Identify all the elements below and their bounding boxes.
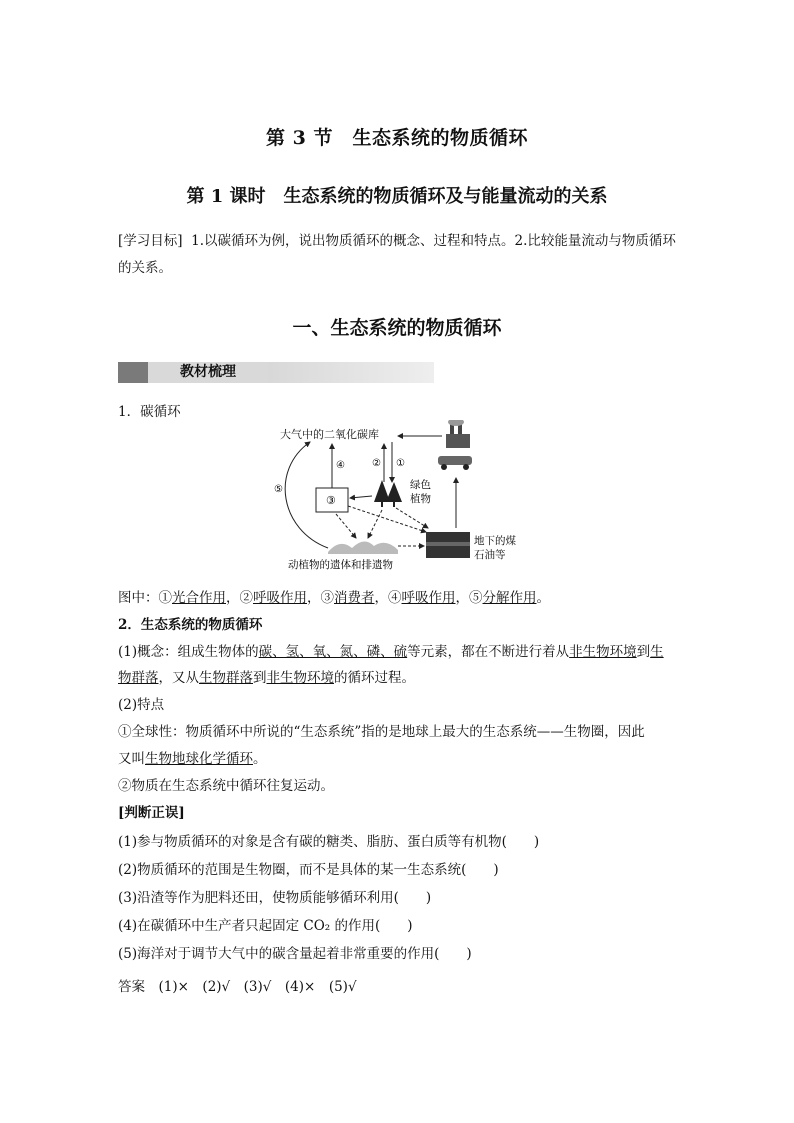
carbon-cycle-diagram — [270, 420, 530, 570]
features-title: (2)特点 — [118, 697, 165, 713]
consumer-label: ③ — [326, 494, 336, 507]
plant-label-1: 绿色 — [410, 479, 431, 491]
answer-line: 答案 (1)× (2)√ (3)√ (4)× (5)√ — [118, 979, 357, 995]
global-line-1: ①全球性：物质循环中所说的“生态系统”指的是地球上最大的生态系统——生物圈，因此 — [118, 724, 645, 740]
section-banner — [118, 362, 434, 383]
judge-item-5: (5)海洋对于调节大气中的碳含量起着非常重要的作用( ) — [118, 946, 472, 962]
remains-icon — [328, 541, 398, 554]
figure-legend: 图中：①光合作用，②呼吸作用，③消费者，④呼吸作用，⑤分解作用。 — [118, 590, 550, 606]
item1-title: 1．碳循环 — [118, 404, 181, 420]
fossil-label-2: 石油等 — [474, 549, 506, 561]
judge-title: [判断正误] — [118, 805, 185, 821]
objectives-text: 1.以碳循环为例，说出物质循环的概念、过程和特点。2.比较能量流动与物质循环的关系。 — [118, 233, 676, 276]
arrow-label-2: ② — [372, 458, 381, 469]
judge-item-3: (3)沿渣等作为肥料还田，使物质能够循环利用( ) — [118, 890, 432, 906]
learning-objectives — [118, 228, 678, 282]
lesson-title: 第 1 课时 生态系统的物质循环及与能量流动的关系 — [186, 186, 608, 207]
arrow-label-4: ④ — [336, 460, 345, 471]
item2-title: 2．生态系统的物质循环 — [118, 617, 263, 633]
repeat-line: ②物质在生态系统中循环往复运动。 — [118, 778, 334, 794]
objectives-label: [学习目标] — [118, 233, 183, 249]
arrow-label-5: ⑤ — [274, 484, 283, 495]
global-line-2: 又叫生物地球化学循环。 — [118, 751, 267, 767]
banner-label: 教材梳理 — [148, 362, 268, 383]
part-title: 一、生态系统的物质循环 — [292, 317, 502, 339]
plant-label-2: 植物 — [410, 493, 431, 505]
fossil-label-1: 地下的煤 — [474, 535, 516, 547]
arrow-label-1: ① — [396, 458, 405, 469]
judge-item-2: (2)物质循环的范围是生物圈，而不是具体的某一生态系统( ) — [118, 862, 499, 878]
judge-item-1: (1)参与物质循环的对象是含有碳的糖类、脂肪、蛋白质等有机物( ) — [118, 834, 540, 850]
concept-line-1: (1)概念：组成生物体的碳、氢、氧、氮、磷、硫等元素，都在不断进行着从非生物环境到生 — [118, 644, 664, 660]
atmosphere-label: 大气中的二氧化碳库 — [280, 428, 379, 441]
section-title: 第 3 节 生态系统的物质循环 — [266, 127, 528, 149]
tree-icon — [374, 480, 402, 507]
factory-car-icon — [438, 420, 472, 470]
judge-item-4: (4)在碳循环中生产者只起固定 CO₂ 的作用( ) — [118, 918, 413, 934]
concept-line-2: 物群落，又从生物群落到非生物环境的循环过程。 — [118, 670, 415, 686]
remains-label: 动植物的遗体和排遗物 — [288, 559, 393, 570]
